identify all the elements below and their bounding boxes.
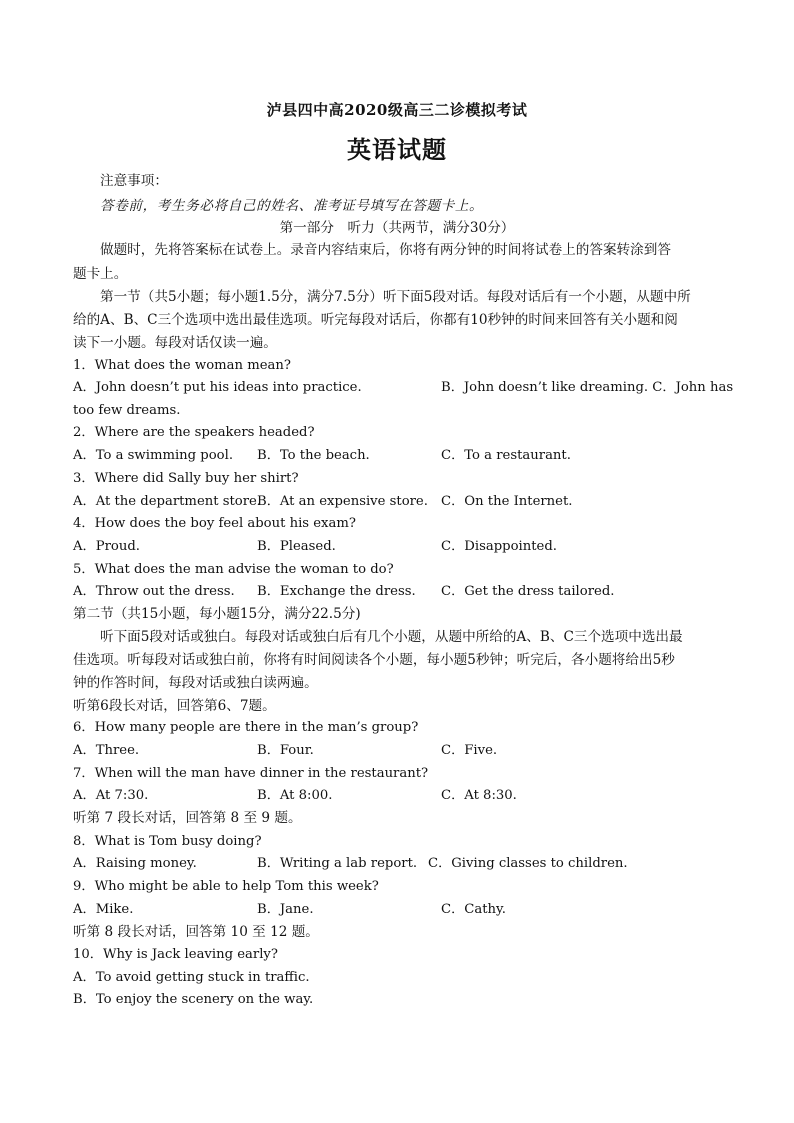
question-1-option-b: B．John doesn’t like dreaming. C．John has [441,380,734,395]
section1-line2: 给的A、B、C三个选项中选出最佳选项。听完每段对话后，你都有10秒钟的时间来回答有关小题和阅 [73,312,678,328]
question-10-option-b: B．To enjoy the scenery on the way. [73,992,314,1007]
question-5-option-b: B．Exchange the dress. [257,584,416,599]
question-2-option-a: A．To a swimming pool. [73,448,234,463]
part1-intro-line2: 题卡上。 [73,266,128,282]
question-7-stem: 7．When will the man have dinner in the restaurant? [73,766,429,781]
question-6-option-c: C．Five. [441,743,498,758]
question-6-stem: 6．How many people are there in the man’s group? [73,720,419,735]
question-5-option-a: A．Throw out the dress. [73,584,235,599]
question-2-option-b: B．To the beach. [257,448,370,463]
notice-text: 答卷前，考生务必将自己的姓名、准考证号填写在答题卡上。 [100,198,484,214]
question-4-stem: 4．How does the boy feel about his exam? [73,516,356,531]
question-6-option-a: A．Three. [73,743,140,758]
question-9-option-a: A．Mike. [73,902,134,917]
section2-line1: 听下面5段对话或独白。每段对话或独白后有几个小题，从题中所给的A、B、C三个选项中选出最 [100,629,683,645]
section1-line1: 第一节（共5小题；每小题1.5分，满分7.5分）听下面5段对话。每段对话后有一个小题，从题中所 [100,289,691,305]
question-1-stem: 1．What does the woman mean? [73,358,291,373]
question-6-option-b: B．Four. [257,743,314,758]
question-8-option-b: B．Writing a lab report. [257,856,418,871]
question-3-option-a: A．At the department store. [73,494,262,509]
section2-title: 第二节（共15小题，每小题15分，满分22.5分) [73,606,361,622]
question-3-option-b: B．At an expensive store. [257,494,428,509]
question-7-option-a: A．At 7:30. [73,788,149,803]
part1-title: 第一部分 听力（共两节，满分30分） [279,220,515,236]
question-5-option-c: C．Get the dress tailored. [441,584,615,599]
question-2-stem: 2．Where are the speakers headed? [73,425,315,440]
question-3-option-c: C．On the Internet. [441,494,573,509]
question-5-stem: 5．What does the man advise the woman to do? [73,562,394,577]
question-1-option-c-cont: too few dreams. [73,403,181,418]
question-9-stem: 9．Who might be able to help Tom this week? [73,879,379,894]
part1-intro-line1: 做题时，先将答案标在试卷上。录音内容结束后，你将有两分钟的时间将试卷上的答案转涂到答 [100,242,671,258]
question-10-option-a: A．To avoid getting stuck in traffic. [73,970,310,985]
question-4-option-b: B．Pleased. [257,539,336,554]
question-8-option-c: C．Giving classes to children. [428,856,628,871]
question-4-option-a: A．Proud. [73,539,140,554]
question-4-option-c: C．Disappointed. [441,539,557,554]
question-1-option-a: A．John doesn’t put his ideas into practice. [73,380,362,395]
question-3-stem: 3．Where did Sally buy her shirt? [73,471,299,486]
question-9-option-c: C．Cathy. [441,902,506,917]
subject-title: 英语试题 [347,135,447,164]
question-2-option-c: C．To a restaurant. [441,448,571,463]
dialog-8-instruction: 听第 8 段长对话，回答第 10 至 12 题。 [73,924,319,940]
dialog-6-instruction: 听第6段长对话，回答第6、7题。 [73,698,276,714]
question-8-stem: 8．What is Tom busy doing? [73,834,262,849]
section1-line3: 读下一小题。每段对话仅读一遍。 [73,335,277,351]
section2-line3: 钟的作答时间，每段对话或独白读两遍。 [73,675,318,691]
dialog-7-instruction: 听第 7 段长对话，回答第 8 至 9 题。 [73,810,302,826]
school-exam-title: 泸县四中高2020级高三二诊模拟考试 [266,101,528,119]
section2-line2: 佳选项。听每段对话或独白前，你将有时间阅读各个小题，每小题5秒钟；听完后，各小题将给出5秒 [73,652,675,668]
question-8-option-a: A．Raising money. [73,856,197,871]
question-9-option-b: B．Jane. [257,902,314,917]
question-7-option-c: C．At 8:30. [441,788,517,803]
question-7-option-b: B．At 8:00. [257,788,333,803]
question-10-stem: 10．Why is Jack leaving early? [73,947,278,962]
notice-heading: 注意事项： [100,173,168,189]
